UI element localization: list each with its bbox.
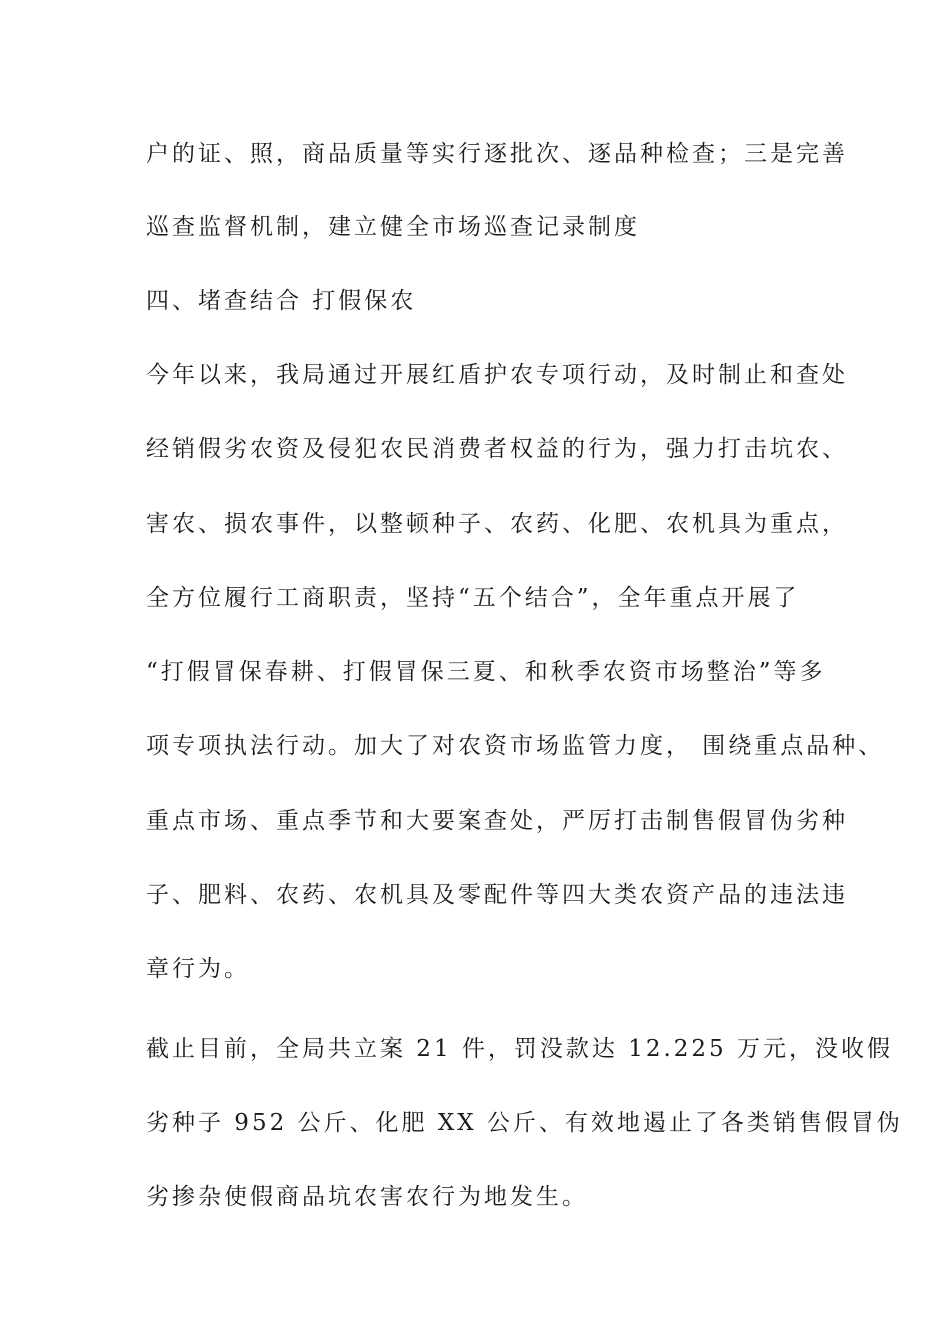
text-line-2: 巡查监督机制，建立健全市场巡查记录制度 — [146, 214, 640, 240]
text-line-8: “打假冒保春耕、打假冒保三夏、和秋季农资市场整治”等多 — [146, 659, 826, 685]
text-line-5: 经销假劣农资及侵犯农民消费者权益的行为，强力打击坑农、 — [146, 436, 848, 462]
text-line-13: 截止目前，全局共立案 21 件，罚没款达 12.225 万元，没收假 — [146, 1036, 893, 1062]
text-line-6: 害农、损农事件，以整顿种子、农药、化肥、农机具为重点， — [146, 511, 848, 537]
text-line-4: 今年以来，我局通过开展红盾护农专项行动，及时制止和查处 — [146, 362, 848, 388]
text-line-15: 劣掺杂使假商品坑农害农行为地发生。 — [146, 1184, 588, 1210]
text-line-10: 重点市场、重点季节和大要案查处，严厉打击制售假冒伪劣种 — [146, 808, 848, 834]
text-line-7: 全方位履行工商职责，坚持“五个结合”，全年重点开展了 — [146, 585, 800, 611]
text-line-12: 章行为。 — [146, 956, 250, 982]
section-heading: 四、堵查结合 打假保农 — [146, 288, 417, 314]
text-line-9: 项专项执法行动。加大了对农资市场监管力度， 围绕重点品种、 — [146, 733, 885, 759]
text-line-11: 子、肥料、农药、农机具及零配件等四大类农资产品的违法违 — [146, 882, 848, 908]
text-line-14: 劣种子 952 公斤、化肥 XX 公斤、有效地遏止了各类销售假冒伪 — [146, 1110, 903, 1136]
text-line-1: 户的证、照，商品质量等实行逐批次、逐品种检查；三是完善 — [146, 141, 848, 167]
